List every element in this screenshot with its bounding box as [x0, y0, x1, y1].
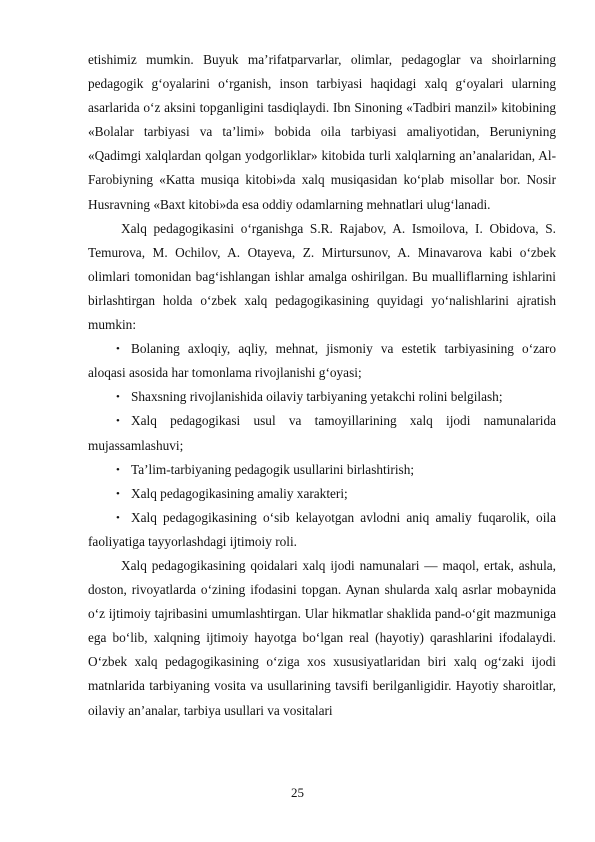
list-item — [88, 458, 556, 482]
bullet-icon: • — [116, 487, 120, 500]
list-item-text: Bolaning axloqiy, aqliy, mehnat, jismoniy va estetik tarbiyasining o‘zaro aloqasi asosida har tomonlama rivojlanishi g‘oyasi; — [88, 341, 556, 381]
list-item — [88, 385, 556, 409]
paragraph-folk-pedagogy: Xalq pedagogikasining qoidalari xalq ijodi namunalari — maqol, ertak, ashula, doston, rivoyatlarda o‘zining ifodasini topgan. Aynan shularda xalq asrlar mobaynida o‘z ijtimoiy tajribasini umumlashtirgan. Ular hikmatlar shaklida pand-o‘git mazmuniga ega bo‘lib, xalqning ijtimoiy hayotga bo‘lgan real (hayotiy) qarashlarini ifodalaydi. O‘zbek xalq pedagogikasining o‘ziga xos xususiyatlaridan biri xalq og‘zaki ijodi matnlarida tarbiyaning vosita va usullarining tavsifi berilganligidir. Hayotiy sharoitlar, oilaviy an’analar, tarbiya usullari va vositalari — [88, 557, 556, 718]
paragraph-continued: etishimiz mumkin. Buyuk ma’rifatparvarlar, olimlar, pedagoglar va shoirlarning pedagogik g‘oyalarini o‘rganish, inson tarbiyasi haqidagi xalq g‘oyalari ularning asarlarida o‘z aksini topganligini tasdiqlaydi. Ibn Sinoning «Tadbiri manzil» kitobining «Bolalar tarbiyasi va ta’limi» bobida oila tarbiyasi amaliyotidan, Beruniyning «Qadimgi xalqlardan qolgan yodgorliklar» kitobida turli xalqlarning an’analaridan, Al-Farobiyning «Katta musiqa kitobi»da xalq musiqasidan ko‘plab misollar bor. Nosir Husravning «Baxt kitobi»da esa oddiy odamlarning mehnatlari ulug‘lanadi. — [88, 52, 556, 212]
bullet-icon: • — [116, 391, 120, 404]
list-item-text: Xalq pedagogikasining amaliy xarakteri; — [131, 485, 348, 501]
list-item — [88, 506, 556, 554]
list-item — [88, 337, 556, 385]
list-item-text: Shaxsning rivojlanishida oilaviy tarbiyaning yetakchi rolini belgilash; — [131, 389, 503, 405]
bullet-icon: • — [116, 511, 120, 524]
bullet-icon: • — [116, 463, 120, 476]
list-item-text: Xalq pedagogikasi usul va tamoyillarining xalq ijodi namunalarida mujassamlashuvi; — [88, 413, 556, 453]
list-item-text: Xalq pedagogikasining o‘sib kelayotgan avlodni aniq amaliy fuqarolik, oila faoliyatiga tayyorlashdagi ijtimoiy roli. — [88, 509, 556, 549]
list-item-text: Ta’lim-tarbiyaning pedagogik usullarini birlashtirish; — [131, 461, 415, 477]
paragraph-researchers: Xalq pedagogikasini o‘rganishga S.R. Rajabov, A. Ismoilova, I. Obidova, S. Temurova, M. Ochilov, A. Otayeva, Z. Mirtursunov, A. Minavarova kabi o‘zbek olimlari tomonidan bag‘ishlangan ishlar amalga oshirilgan. Bu mualliflarning ishlarini birlashtirgan holda o‘zbek xalq pedagogikasining quyidagi yo‘nalishlarini ajratish mumkin: — [88, 220, 556, 333]
bullet-icon: • — [116, 415, 120, 428]
bullet-icon: • — [116, 343, 120, 356]
list-item — [88, 409, 556, 457]
page-number: 25 — [291, 785, 304, 800]
list-item — [88, 482, 556, 506]
document-body — [88, 48, 556, 723]
directions-list — [88, 337, 556, 554]
